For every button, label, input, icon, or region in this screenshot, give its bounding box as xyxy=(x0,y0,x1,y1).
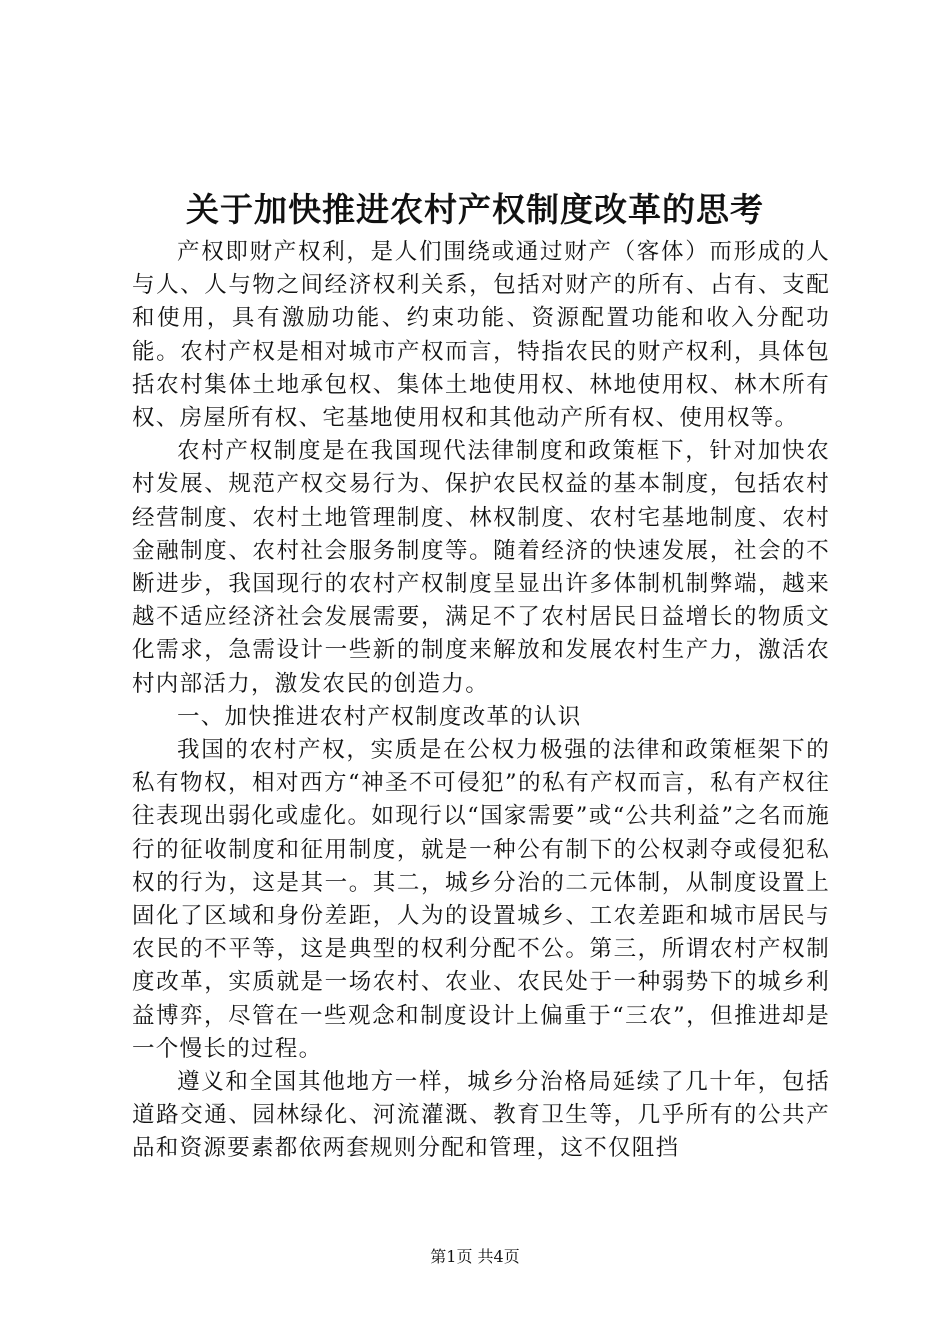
section-heading: 一、加快推进农村产权制度改革的认识 xyxy=(177,703,582,730)
paragraph-property-rights-definition: 产权即财产权利，是人们围绕或通过财产（客体）而形成的人与人、人与物之间经济权利关系，包括对财产的所有、占有、支配和使用，具有激励功能、约束功能、资源配置功能和收入分配功能。农村产权是相对城市产权而言，特指农民的财产权利，具体包括农村集体土地承包权、集体土地使用权、林地使用权、林木所有权、房屋所有权、宅基地使用权和其他动产所有权、使用权等。 xyxy=(132,239,830,432)
paragraph-zunyi: 遵义和全国其他地方一样，城乡分治格局延续了几十年，包括道路交通、园林绿化、河流灌溉、教育卫生等，几乎所有的公共产品和资源要素都依两套规则分配和管理，这不仅阻挡 xyxy=(132,1069,830,1162)
page-footer: 第1页 共4页 xyxy=(430,1247,520,1266)
document-title: 关于加快推进农村产权制度改革的思考 xyxy=(186,190,764,229)
paragraph-rural-property-system: 农村产权制度是在我国现代法律制度和政策框下，针对加快农村发展、规范产权交易行为、保护农民权益的基本制度，包括农村经营制度、农村土地管理制度、林权制度、农村宅基地制度、农村金融制度、农村社会服务制度等。随着经济的快速发展，社会的不断进步，我国现行的农村产权制度呈显出许多体制机制弊端，越来越不适应经济社会发展需要，满足不了农村居民日益增长的物质文化需求，急需设计一些新的制度来解放和发展农村生产力，激活农村内部活力，激发农民的创造力。 xyxy=(132,438,830,697)
document-body xyxy=(132,236,830,1166)
paragraph-rural-property-nature: 我国的农村产权，实质是在公权力极强的法律和政策框架下的私有物权，相对西方“神圣不可侵犯”的私有产权而言，私有产权往往表现出弱化或虚化。如现行以“国家需要”或“公共利益”之名而施行的征收制度和征用制度，就是一种公有制下的公权剥夺或侵犯私权的行为，这是其一。其二，城乡分治的二元体制，从制度设置上固化了区域和身份差距，人为的设置城乡、工农差距和城市居民与农民的不平等，这是典型的权利分配不公。第三，所谓农村产权制度改革，实质就是一场农村、农业、农民处于一种弱势下的城乡利益博弈，尽管在一些观念和制度设计上偏重于“三农”，但推进却是一个慢长的过程。 xyxy=(132,737,830,1062)
